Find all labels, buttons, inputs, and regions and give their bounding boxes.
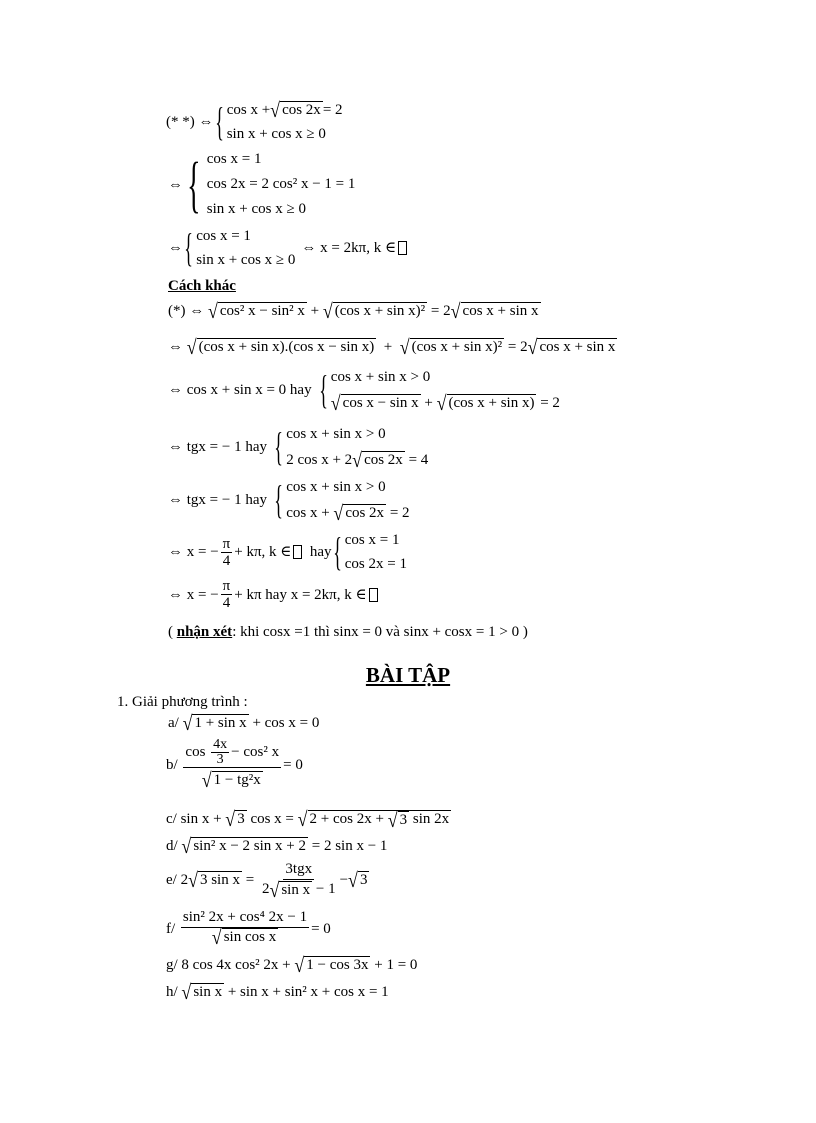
eq-text: 3 sin x <box>199 871 240 888</box>
section-title: BÀI TẬP <box>365 663 451 687</box>
sqrt-icon: √ <box>181 980 192 1004</box>
exercise-f <box>166 908 331 949</box>
eq-text: cos x = 1 <box>206 151 262 167</box>
eq-text: π <box>222 535 231 552</box>
eq-text: b/ <box>166 756 178 773</box>
eq-text: − 1 <box>315 881 336 897</box>
eq-text: 2 cos x + 2 <box>286 452 353 468</box>
sqrt-icon: √ <box>186 335 197 359</box>
eq-text: = 0 <box>283 756 303 773</box>
sqrt-icon: √ <box>294 953 305 977</box>
eq-text: sin x + <box>180 811 222 827</box>
sqrt-icon: √ <box>181 834 192 858</box>
eq-text: e/ <box>166 871 177 888</box>
eq-line-3 <box>168 224 407 272</box>
eq-text: cos x + <box>286 505 330 521</box>
eq-text: ⇔ x = − <box>168 586 219 603</box>
eq-line-2 <box>168 147 355 222</box>
eq-text: 3 <box>237 811 245 827</box>
eq-text: cos x = <box>250 811 294 827</box>
brace-icon: { <box>184 225 193 270</box>
eq-text: sin x + cos x ≥ 0 <box>206 201 306 217</box>
eq-text: 4 <box>222 595 231 611</box>
eq-text: (cos x + sin x)² <box>334 303 426 319</box>
eq-line-5 <box>168 337 617 357</box>
exercise-d <box>166 836 387 856</box>
eq-text: ( <box>168 624 173 640</box>
eq-text: + sin x + sin² x + cos x = 1 <box>227 984 389 1000</box>
eq-text: = 4 <box>408 452 429 468</box>
exercise-h <box>166 982 389 1002</box>
exercise-a <box>168 713 319 733</box>
brace-icon: { <box>318 367 328 412</box>
sqrt-icon: √ <box>297 807 308 830</box>
eq-text: cos x + <box>226 102 271 118</box>
eq-text: cos x + sin x > 0 <box>286 479 386 495</box>
eq-text: 4 <box>222 552 231 569</box>
exercise-intro: 1. Giải phương trình : <box>117 694 248 710</box>
eq-text: sin x <box>193 984 223 1000</box>
eq-text: cos <box>185 744 206 760</box>
box-icon <box>398 241 407 255</box>
exercise-e <box>166 860 369 899</box>
eq-text: (*) ⇔ <box>168 303 205 319</box>
brace-icon: { <box>187 150 201 219</box>
eq-text: cos x + sin x <box>462 303 539 319</box>
eq-text: 1 + sin x <box>194 715 247 731</box>
sqrt-icon: √ <box>269 878 280 901</box>
eq-text: c/ <box>166 811 177 827</box>
eq-text: ⇔ tgx = − 1 hay <box>168 492 267 508</box>
eq-text: (cos x + sin x)² <box>411 339 503 355</box>
eq-text: = 2 <box>430 303 451 319</box>
eq-text: (* *) ⇔ <box>166 114 214 130</box>
eq-text: sin 2x <box>412 811 450 827</box>
eq-text: sin x + cos x ≥ 0 <box>196 252 296 268</box>
eq-text: = 2 <box>322 102 343 118</box>
sqrt-icon: √ <box>348 868 358 891</box>
eq-text: = 2 <box>540 395 560 411</box>
eq-text: sin² x − 2 sin x + 2 <box>193 838 306 854</box>
eq-text: = 2 <box>507 339 528 355</box>
sqrt-icon: √ <box>225 807 236 831</box>
exercise-b <box>166 738 303 791</box>
eq-text: + <box>424 395 433 411</box>
cach-khac-heading: Cách khác <box>168 278 236 294</box>
eq-text: + <box>383 339 393 355</box>
eq-text: f/ <box>166 920 176 937</box>
eq-text: (cos x + sin x).(cos x − sin x) <box>198 339 375 355</box>
eq-text: + kπ, k ∈ <box>234 544 292 560</box>
eq-text: (cos x + sin x) <box>448 395 535 411</box>
nhan-xet-line <box>168 622 528 642</box>
sqrt-icon: √ <box>322 299 333 323</box>
eq-text: ⇔ x = − <box>168 544 219 560</box>
eq-text: cos 2x <box>345 505 385 521</box>
exercise-g <box>166 955 417 975</box>
eq-text: h/ <box>166 984 178 1000</box>
eq-line-7 <box>168 421 428 473</box>
eq-text: + <box>310 303 320 319</box>
sqrt-icon: √ <box>330 391 341 415</box>
sqrt-icon: √ <box>211 925 222 949</box>
eq-text: cos x = 1 <box>344 532 400 548</box>
eq-text: cos² x − sin² x <box>219 303 305 319</box>
eq-text: cos x + sin x > 0 <box>286 426 386 442</box>
eq-text: cos x + sin x > 0 <box>330 369 431 385</box>
sqrt-icon: √ <box>450 299 461 323</box>
eq-text: + cos x = 0 <box>252 715 320 731</box>
eq-text: ⇔ cos x + sin x = 0 hay <box>168 382 312 398</box>
sqrt-icon: √ <box>352 448 363 472</box>
eq-text: 8 cos 4x cos² 2x + <box>181 957 291 973</box>
brace-icon: { <box>332 529 342 574</box>
sqrt-icon: √ <box>208 299 218 323</box>
eq-text: sin x + cos x ≥ 0 <box>226 126 326 142</box>
eq-line-9 <box>168 528 407 576</box>
eq-text: π <box>222 578 231 594</box>
eq-text: g/ <box>166 957 178 973</box>
eq-text: cos 2x <box>282 102 321 118</box>
eq-text: 3 <box>216 752 224 767</box>
eq-text: ⇔ x = 2kπ, k ∈ <box>301 240 397 256</box>
eq-text: sin cos x <box>223 929 277 945</box>
sqrt-icon: √ <box>333 501 344 525</box>
eq-text: ⇔ tgx = − 1 hay <box>168 439 267 455</box>
sqrt-icon: √ <box>436 391 447 415</box>
eq-text: hay <box>309 544 332 560</box>
eq-line-8 <box>168 474 410 526</box>
brace-icon: { <box>274 477 283 522</box>
eq-text: ⇔ <box>168 339 183 355</box>
eq-text: cos 2x <box>364 452 403 468</box>
eq-text: 4x <box>213 737 228 752</box>
sqrt-icon: √ <box>188 868 198 891</box>
eq-text: = 2 <box>389 505 410 521</box>
eq-text: cos 2x = 1 <box>344 556 407 572</box>
eq-text: ⇔ <box>168 240 183 256</box>
sqrt-icon: √ <box>399 335 410 359</box>
nhan-xet-label: nhận xét <box>176 624 233 640</box>
eq-text: ⇔ <box>168 176 183 193</box>
eq-text: 3 <box>359 871 368 888</box>
eq-text: 1 − tg²x <box>213 772 261 788</box>
eq-text: cos 2x = 2 cos² x − 1 = 1 <box>206 176 356 192</box>
eq-text: 1 − cos 3x <box>306 957 369 973</box>
eq-text: sin x <box>281 881 311 898</box>
eq-text: + kπ hay x = 2kπ, k ∈ <box>234 586 367 603</box>
sqrt-icon: √ <box>270 98 281 122</box>
eq-text: sin² 2x + cos⁴ 2x − 1 <box>181 908 309 928</box>
eq-text: a/ <box>168 715 179 731</box>
exercise-c <box>166 809 451 829</box>
eq-text: cos x = 1 <box>196 228 251 244</box>
eq-text: d/ <box>166 838 178 854</box>
sqrt-icon: √ <box>527 335 538 359</box>
eq-line-6 <box>168 364 560 416</box>
eq-text: = 2 sin x − 1 <box>311 838 388 854</box>
eq-text: cos x − sin x <box>342 395 419 411</box>
eq-text: 2 <box>261 881 270 897</box>
box-icon <box>293 545 302 559</box>
eq-text: : khi cosx =1 thì sinx = 0 và sinx + cosx = 1 > 0 ) <box>232 624 528 640</box>
eq-text: 2 + cos 2x + <box>309 811 384 827</box>
eq-text: − cos² x <box>231 744 280 760</box>
eq-text: − <box>339 871 349 888</box>
eq-line-1 <box>166 98 343 146</box>
sqrt-icon: √ <box>201 768 212 792</box>
eq-text: 3 <box>399 811 408 828</box>
brace-icon: { <box>214 99 224 144</box>
eq-line-4 <box>168 301 541 321</box>
brace-icon: { <box>274 424 283 469</box>
eq-text: = 0 <box>311 920 331 937</box>
eq-text: + 1 = 0 <box>374 957 418 973</box>
eq-text: 2 <box>180 871 189 888</box>
sqrt-icon: √ <box>387 808 398 831</box>
eq-text: 3tgx <box>283 860 314 880</box>
eq-line-10 <box>168 578 378 611</box>
sqrt-icon: √ <box>182 711 193 735</box>
eq-text: cos x + sin x <box>539 339 616 355</box>
box-icon <box>369 588 378 602</box>
eq-text: = <box>245 871 255 888</box>
